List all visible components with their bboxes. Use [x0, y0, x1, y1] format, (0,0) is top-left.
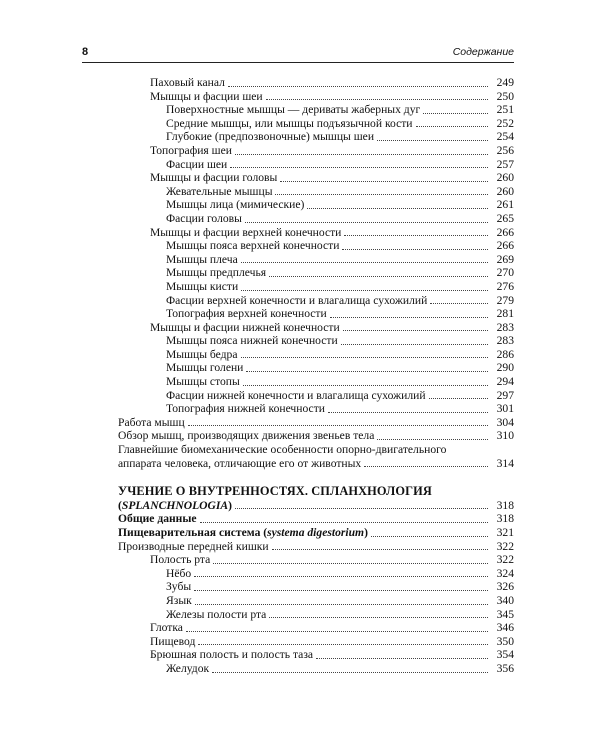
toc-entry-line — [166, 294, 514, 308]
dot-leader — [194, 576, 488, 577]
toc-entry-page: 251 — [496, 103, 514, 117]
dot-leader — [429, 398, 488, 399]
toc-title-part: ) — [364, 526, 368, 539]
dot-leader — [245, 222, 488, 223]
toc-entry-page: 252 — [496, 116, 514, 130]
toc-entry-line — [166, 158, 514, 172]
toc-entry-line — [118, 416, 514, 430]
toc-entry-line — [150, 171, 514, 185]
dot-leader — [342, 249, 488, 250]
toc-entry-line — [166, 253, 514, 267]
dot-leader — [241, 262, 488, 263]
dot-leader — [235, 508, 488, 509]
toc-entry-line — [118, 429, 514, 443]
toc-entry-line — [166, 185, 514, 199]
toc-entry[interactable] — [118, 608, 514, 622]
dot-leader — [228, 86, 488, 87]
toc-entry[interactable] — [118, 416, 514, 430]
toc-entry-page: 283 — [496, 320, 514, 334]
dot-leader — [269, 276, 488, 277]
part-heading[interactable] — [118, 485, 514, 499]
part-subtitle — [118, 499, 232, 513]
dot-leader — [328, 412, 488, 413]
toc-entry-title: Зубы — [166, 580, 192, 594]
toc-entry[interactable] — [118, 266, 514, 280]
dot-leader — [195, 604, 488, 605]
part-subtitle-line[interactable] — [118, 499, 514, 513]
toc-entry-title: Мышцы предплечья — [166, 266, 267, 280]
toc-entry-title — [118, 526, 368, 540]
toc-entry-page: 350 — [496, 634, 514, 648]
toc-entry-line — [150, 90, 514, 104]
toc-entry-title: Мышцы и фасции головы — [150, 171, 278, 185]
dot-leader — [241, 357, 489, 358]
toc-entry-line — [118, 457, 514, 471]
part-heading-text: УЧЕНИЕ О ВНУТРЕННОСТЯХ. СПЛАНХНОЛОГИЯ — [118, 484, 432, 499]
toc-entry-line — [166, 375, 514, 389]
dot-leader — [198, 644, 488, 645]
toc-entry-page: 249 — [496, 76, 514, 89]
toc-entry-title-continuation: аппарата человека, отличающие его от животных — [118, 456, 362, 470]
dot-leader — [341, 344, 488, 345]
toc-entry-title: Желудок — [166, 661, 210, 675]
toc-entry[interactable] — [118, 635, 514, 649]
toc-entry-line — [150, 648, 514, 662]
toc-entry[interactable] — [118, 375, 514, 389]
toc-entry-page: 321 — [496, 526, 514, 539]
dot-leader — [269, 617, 488, 618]
toc-entry-line — [166, 389, 514, 403]
toc-entry-title: Топография нижней конечности — [166, 402, 325, 416]
toc-entry-page: 310 — [496, 429, 514, 443]
dot-leader — [241, 290, 488, 291]
header-divider — [82, 62, 514, 63]
toc-entry-line — [150, 321, 514, 335]
toc-entry-title: Мышцы пояса нижней конечности — [166, 334, 338, 348]
toc-entry-title: Язык — [166, 593, 192, 607]
dot-leader — [275, 194, 488, 195]
dot-leader — [194, 590, 488, 591]
toc-entry-line — [166, 402, 514, 416]
toc-entry-page: 322 — [496, 553, 514, 567]
dot-leader — [430, 303, 488, 304]
dot-leader — [243, 385, 488, 386]
toc-entry-page: 254 — [496, 130, 514, 144]
part-subtitle-latin: SPLANCHNOLOGIA — [121, 498, 229, 512]
toc-entry[interactable] — [118, 198, 514, 212]
part-subtitle-close: ) — [228, 498, 233, 512]
toc-entry-page: 260 — [496, 171, 514, 185]
toc-entry-line — [166, 212, 514, 226]
toc-entry[interactable] — [118, 144, 514, 158]
toc-entry[interactable] — [118, 567, 514, 581]
toc-entry-page: 294 — [496, 375, 514, 389]
dot-leader — [266, 99, 488, 100]
toc-entry-page: 340 — [496, 593, 514, 607]
toc-entry-page: 256 — [496, 143, 514, 157]
toc-entry-line — [150, 553, 514, 567]
toc-entry-page: 266 — [496, 225, 514, 239]
toc-entry-line — [150, 621, 514, 635]
toc-entry-title: Средние мышцы, или мышцы подъязычной кости — [166, 116, 413, 130]
toc-entry-line — [166, 103, 514, 117]
toc-entry[interactable] — [118, 117, 514, 131]
toc-entry-page: 301 — [496, 402, 514, 416]
toc-entry-title: Главнейшие биомеханические особенности опорно-двигательного — [118, 443, 447, 457]
toc-entry-line — [166, 580, 514, 594]
toc-entry[interactable] — [118, 171, 514, 185]
toc-entry-title: Мышцы и фасции шеи — [150, 89, 263, 103]
toc-entry[interactable] — [118, 185, 514, 199]
toc-entry-title: Фасции верхней конечности и влагалища сухожилий — [166, 293, 428, 307]
toc-entry[interactable] — [118, 580, 514, 594]
toc-entry-line — [166, 594, 514, 608]
toc-entry-title: Нёбо — [166, 566, 192, 580]
dot-leader — [423, 113, 488, 114]
toc-entry-title: Мышцы голени — [166, 361, 244, 375]
dot-leader — [230, 167, 488, 168]
toc-entry-line — [118, 512, 514, 526]
dot-leader — [188, 425, 488, 426]
toc-entry-page: 297 — [496, 388, 514, 402]
dot-leader — [416, 126, 488, 127]
dot-leader — [213, 563, 488, 564]
toc-entry-title: Мышцы бедра — [166, 347, 238, 361]
toc-entry[interactable] — [118, 307, 514, 321]
toc-entry[interactable] — [118, 212, 514, 226]
dot-leader — [235, 154, 488, 155]
toc-entry-title: Фасции шеи — [166, 157, 228, 171]
toc-entry[interactable] — [118, 389, 514, 403]
toc-entry[interactable] — [118, 553, 514, 567]
toc-entry-title: Глубокие (предпозвоночные) мышцы шеи — [166, 130, 375, 144]
dot-leader — [330, 317, 488, 318]
toc-entry-page: 265 — [496, 211, 514, 225]
toc-entry[interactable] — [118, 443, 514, 470]
dot-leader — [186, 631, 488, 632]
toc-entry-title: Топография верхней конечности — [166, 307, 327, 321]
toc-entry-page: 346 — [496, 621, 514, 635]
toc-entry-title: Железы полости рта — [166, 607, 267, 621]
toc-entry-title: Обзор мышц, производящих движения звеньев тела — [118, 429, 375, 443]
toc-entry-line — [166, 334, 514, 348]
toc-entry[interactable] — [118, 280, 514, 294]
toc-entry[interactable] — [118, 648, 514, 662]
toc-entry-page: 322 — [496, 539, 514, 553]
toc-entry[interactable] — [118, 226, 514, 240]
toc-entry-page: 276 — [496, 279, 514, 293]
toc-entry-title: Мышцы кисти — [166, 279, 239, 293]
toc-entry-line — [166, 361, 514, 375]
dot-leader — [371, 536, 488, 537]
toc-entry-line — [166, 239, 514, 253]
toc-entry-page: 304 — [496, 415, 514, 429]
dot-leader — [343, 330, 488, 331]
toc-entry-page: 356 — [496, 661, 514, 675]
toc-entry[interactable] — [118, 594, 514, 608]
toc-entry[interactable] — [118, 239, 514, 253]
toc-entry[interactable] — [118, 429, 514, 443]
toc-entry-title: Фасции нижней конечности и влагалища сухожилий — [166, 388, 426, 402]
page-number: 8 — [82, 46, 89, 58]
dot-leader — [246, 371, 488, 372]
toc-entry-line — [166, 117, 514, 131]
toc-entry-page: 314 — [496, 456, 514, 470]
toc-entry-page: 286 — [496, 347, 514, 361]
toc-entry[interactable] — [118, 130, 514, 144]
toc-entry-line — [118, 540, 514, 554]
toc-entry-page: 261 — [496, 198, 514, 212]
toc-entry-line — [150, 144, 514, 158]
toc-entry[interactable] — [118, 662, 514, 676]
toc-entry-title: Поверхностные мышцы — дериваты жаберных дуг — [166, 103, 421, 117]
dot-leader — [316, 658, 488, 659]
toc-entry-page: 250 — [496, 89, 514, 103]
toc-entry-title: Полость рта — [150, 553, 211, 567]
toc-entry-title: Мышцы стопы — [166, 375, 240, 389]
toc-entry[interactable] — [118, 512, 514, 526]
toc-entry[interactable] — [118, 294, 514, 308]
toc-entry-page: 269 — [496, 252, 514, 266]
toc-entry-page: 266 — [496, 239, 514, 253]
toc-entry-title: Пищевод — [150, 634, 196, 648]
toc-entry-title: Мышцы пояса верхней конечности — [166, 239, 340, 253]
dot-leader — [377, 439, 488, 440]
toc-title-part: Пищеварительная система ( — [118, 526, 268, 539]
part-page: 318 — [496, 498, 514, 512]
toc-entry-title: Жевательные мышцы — [166, 184, 273, 198]
toc-entry[interactable] — [118, 103, 514, 117]
dot-leader — [280, 181, 488, 182]
toc-entry-page: 354 — [496, 648, 514, 662]
toc-entry[interactable] — [118, 158, 514, 172]
dot-leader — [344, 235, 488, 236]
toc-entry-line — [150, 635, 514, 649]
toc-entry[interactable] — [118, 321, 514, 335]
toc-entry-title: Глотка — [150, 621, 183, 635]
toc-entry-title: Фасции головы — [166, 211, 242, 225]
toc-entry-line — [166, 280, 514, 294]
toc-entry[interactable] — [118, 90, 514, 104]
toc-title-latin: systema digestorium — [267, 526, 365, 539]
toc-entry-title: Паховый канал — [150, 76, 225, 89]
toc-entry[interactable] — [118, 402, 514, 416]
dot-leader — [364, 466, 488, 467]
toc-entry[interactable] — [118, 540, 514, 554]
toc-entry-title: Брюшная полость и полость таза — [150, 648, 314, 662]
toc-entry-title: Общие данные — [118, 512, 197, 526]
toc-entry-page: 283 — [496, 334, 514, 348]
dot-leader — [200, 522, 488, 523]
dot-leader — [307, 208, 488, 209]
part-subtitle-open: ( — [118, 498, 122, 512]
toc-entry-page: 326 — [496, 580, 514, 594]
toc-entry-page: 270 — [496, 266, 514, 280]
toc-entry[interactable] — [118, 361, 514, 375]
toc-entry-page: 318 — [496, 512, 514, 526]
toc-entry-line — [166, 662, 514, 676]
dot-leader — [212, 672, 488, 673]
toc-entry-title: Мышцы и фасции верхней конечности — [150, 225, 342, 239]
toc-entry-page: 345 — [496, 607, 514, 621]
toc-entry-line — [166, 130, 514, 144]
toc-entry-line — [166, 307, 514, 321]
dot-leader — [377, 140, 488, 141]
toc-entry[interactable] — [118, 253, 514, 267]
toc-entry-line — [166, 198, 514, 212]
toc-entry[interactable] — [118, 348, 514, 362]
toc-entry-title: Мышцы плеча — [166, 252, 238, 266]
toc-entry-page: 260 — [496, 184, 514, 198]
toc-entry[interactable] — [118, 621, 514, 635]
toc-entry[interactable] — [118, 526, 514, 540]
toc-entry-line — [166, 567, 514, 581]
toc-entry-line — [166, 266, 514, 280]
table-of-contents — [118, 76, 514, 676]
toc-entry-line — [150, 226, 514, 240]
toc-entry-line — [166, 608, 514, 622]
toc-entry-line — [118, 526, 514, 540]
toc-entry[interactable] — [118, 334, 514, 348]
toc-entry-page: 281 — [496, 307, 514, 321]
toc-entry-title: Работа мышц — [118, 415, 185, 429]
toc-entry[interactable] — [118, 76, 514, 90]
toc-entry-title: Топография шеи — [150, 143, 232, 157]
toc-entry-page: 324 — [496, 566, 514, 580]
running-title: Содержание — [452, 46, 514, 58]
toc-entry-title: Мышцы лица (мимические) — [166, 198, 305, 212]
toc-entry-title: Производные передней кишки — [118, 539, 269, 553]
toc-entry-page: 290 — [496, 361, 514, 375]
dot-leader — [272, 549, 488, 550]
toc-entry-page: 257 — [496, 157, 514, 171]
toc-entry-title: Мышцы и фасции нижней конечности — [150, 320, 340, 334]
toc-entry-line — [166, 348, 514, 362]
toc-entry-line — [150, 76, 514, 90]
toc-entry-page: 279 — [496, 293, 514, 307]
